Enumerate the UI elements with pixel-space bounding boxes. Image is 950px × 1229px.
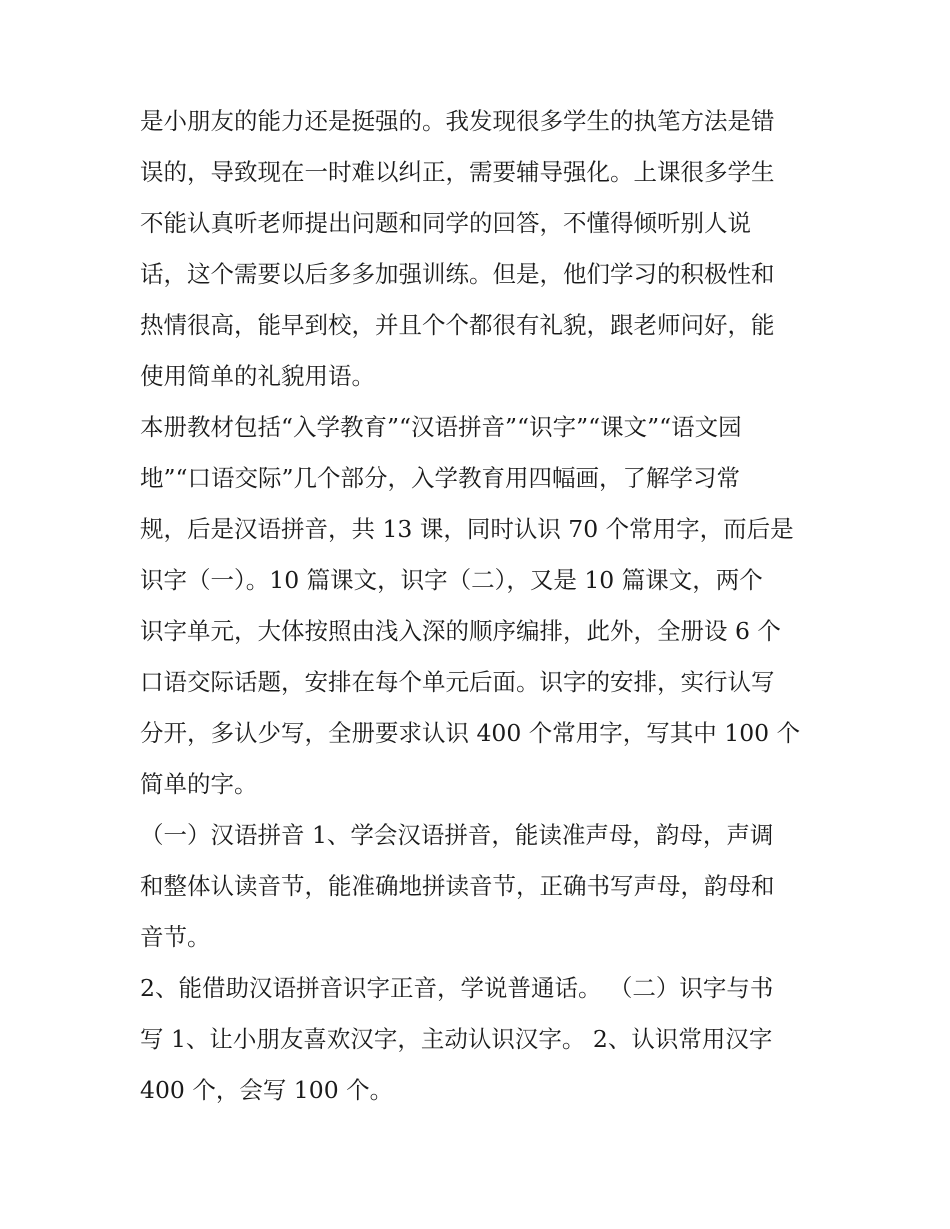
text-line: 话，这个需要以后多多加强训练。但是，他们学习的积极性和 [140,260,775,288]
text-line: 本册教材包括“入学教育”“汉语拼音”“识字”“课文”“语文园 [140,413,742,441]
text-line: 使用简单的礼貌用语。 [140,362,375,390]
text-line: 识字（一）。10 篇课文，识字（二），又是 10 篇课文，两个 [140,566,763,594]
text-line: 音节。 [140,923,211,951]
text-line: 2、能借助汉语拼音识字正音，学说普通话。 （二）识字与书 [140,974,774,1002]
text-line: 400 个，会写 100 个。 [140,1076,394,1104]
text-line: 口语交际话题，安排在每个单元后面。识字的安排，实行认写 [140,668,775,696]
text-line: 规，后是汉语拼音，共 13 课，同时认识 70 个常用字，而后是 [140,515,794,543]
text-line: 写 1、让小朋友喜欢汉字，主动认识汉字。 2、认识常用汉字 [140,1025,773,1053]
text-line: （一）汉语拼音 1、学会汉语拼音，能读准声母，韵母，声调 [140,821,774,849]
text-line: 简单的字。 [140,770,258,798]
text-line: 地”“口语交际”几个部分，入学教育用四幅画，了解学习常 [140,464,741,492]
document-body [140,96,820,1116]
paragraph-pinyin-goals [140,810,820,963]
text-line: 是小朋友的能力还是挺强的。我发现很多学生的执笔方法是错 [140,107,775,135]
text-line: 分开，多认少写，全册要求认识 400 个常用字，写其中 100 个 [140,719,801,747]
text-line: 识字单元，大体按照由浅入深的顺序编排，此外，全册设 6 个 [140,617,781,645]
paragraph-textbook-contents [140,402,820,810]
text-line: 误的，导致现在一时难以纠正，需要辅导强化。上课很多学生 [140,158,775,186]
paragraph-student-observations [140,96,820,402]
text-line: 热情很高，能早到校，并且个个都很有礼貌，跟老师问好，能 [140,311,775,339]
text-line: 不能认真听老师提出问题和同学的回答，不懂得倾听别人说 [140,209,751,237]
text-line: 和整体认读音节，能准确地拼读音节，正确书写声母，韵母和 [140,872,775,900]
paragraph-literacy-goals [140,963,820,1116]
